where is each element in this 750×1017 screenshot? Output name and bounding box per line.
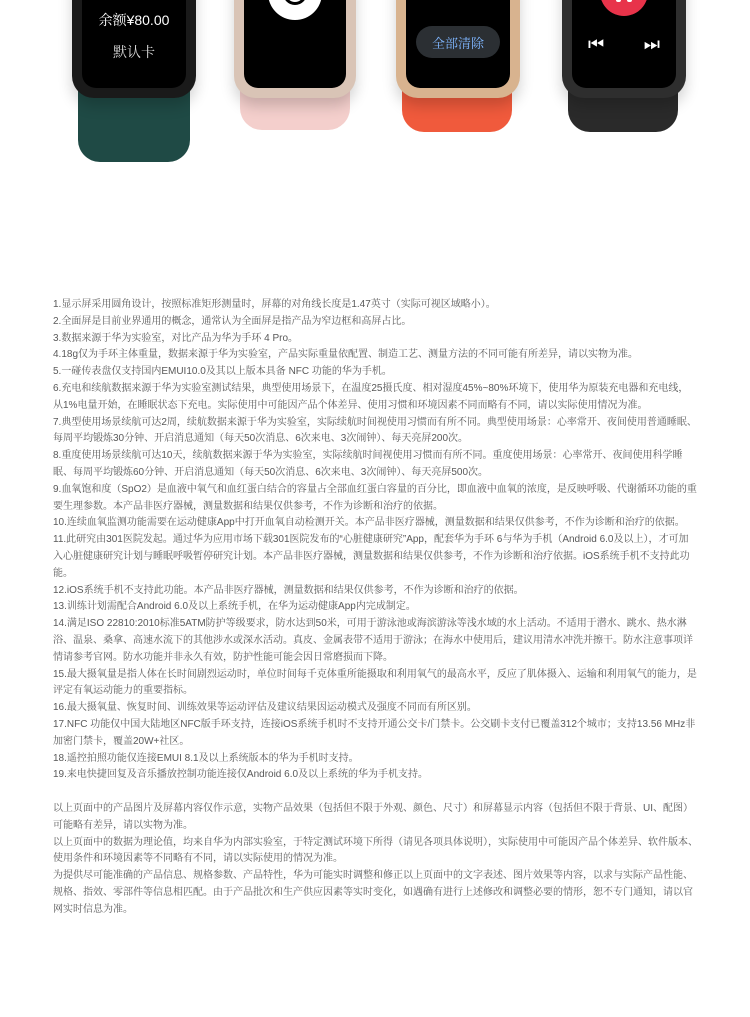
- next-track-icon: ⏭: [643, 34, 660, 54]
- watch-music-control: [562, 0, 686, 98]
- footnote: 16.最大摄氧量、恢复时间、训练效果等运动评估及建议结果因运动模式及强度不同而有所区别。: [53, 702, 477, 714]
- footnote: 18.遥控拍照功能仅连接EMUI 8.1及以上系统版本的华为手机时支持。: [53, 752, 359, 764]
- footnote: 8.重度使用场景续航可达10天，续航数据来源于华为实验室，实际续航时间视使用习惯而有所不同。重度使用场景：心率常开、夜间使用科学睡眠、每周平均锻炼60分钟、开启消息通知（每天50次消息、6次来电、3次闹钟）、每天亮屏500次。: [53, 450, 683, 478]
- disclaimer: 以上页面中的产品图片及屏幕内容仅作示意，实物产品效果（包括但不限于外观、颜色、尺寸）和屏幕显示内容（包括但不限于背景、UI、配图）可能略有差异，请以实物为准。: [53, 802, 693, 831]
- watch-notifications: [396, 0, 520, 98]
- watch-screen: [82, 0, 186, 88]
- watch-remote-camera: [234, 0, 356, 98]
- footnote: 2.全面屏是目前业界通用的概念，通常认为全面屏是指产品为窄边框和高屏占比。: [53, 315, 412, 327]
- footnote: 1.显示屏采用圆角设计，按照标准矩形测量时，屏幕的对角线长度是1.47英寸（实际可视区域略小）。: [53, 299, 496, 310]
- clear-all-label: 全部清除: [431, 36, 484, 51]
- clear-all-button: [416, 26, 500, 58]
- footnote: 9.血氧饱和度（SpO2）是血液中氧气和血红蛋白结合的容量占全部血红蛋白容量的百分比，即血液中血氧的浓度，是反映呼吸、代谢循环功能的重要生理参数。本产品非医疗器械，测量数据和结果仅供参考，不作为诊断和治疗的依据。: [53, 483, 697, 512]
- footnote: 17.NFC 功能仅中国大陆地区NFC版手环支持，连接iOS系统手机时不支持开通公交卡/门禁卡。公交刷卡支付已覆盖312个城市；支持13.56 MHz非加密门禁卡，覆盖20W+社区。: [53, 718, 696, 747]
- watch-screen: [572, 0, 676, 88]
- camera-shutter-icon: [268, 0, 322, 20]
- disclaimer: 以上页面中的数据为理论值，均来自华为内部实验室，于特定测试环境下所得（请见各项具体说明），实际使用中可能因产品个体差异、软件版本、使用条件和环境因素等不同略有不同，请以实际使用的情况为准。: [53, 836, 698, 865]
- watch-wallet-card: [72, 0, 196, 98]
- footnote: 13.训练计划需配合Android 6.0及以上系统手机，在华为运动健康App内完成制定。: [53, 601, 416, 613]
- watch-screen: [244, 0, 346, 88]
- footnote: 10.连续血氧监测功能需要在运动健康App中打开血氧自动检测开关。本产品非医疗器械，测量数据和结果仅供参考，不作为诊断和治疗的依据。: [53, 517, 685, 529]
- product-hero-image: [0, 0, 750, 230]
- footnote: 19.来电快捷回复及音乐播放控制功能连接仅Android 6.0及以上系统的华为手机支持。: [53, 769, 429, 781]
- previous-track-icon: ⏮: [588, 34, 605, 54]
- footnote: 14.满足ISO 22810:2010标准5ATM防护等级要求，防水达到50米，可用于游泳池或海滨游泳等浅水域的水上活动。不适用于潜水、跳水、热水淋浴、温泉、桑拿、高速水流下的其他涉水或深水活动。真皮、金属表带不适用于游泳；在海水中使用后，建议用清水冲洗并擦干。防水注意事项详情请参考官网。防水功能并非永久有效，防护性能可能会因日常磨损而下降。: [53, 618, 693, 663]
- footnote: 15.最大摄氧量是指人体在长时间剧烈运动时，单位时间每千克体重所能摄取和利用氧气的最高水平，反应了肌体摄入、运输和利用氧气的能力，是评定有氧运动能力的重要指标。: [53, 668, 697, 697]
- pause-icon: [600, 0, 648, 16]
- footnote: 12.iOS系统手机不支持此功能。本产品非医疗器械，测量数据和结果仅供参考，不作为诊断和治疗的依据。: [53, 584, 524, 596]
- footnote: 7.典型使用场景续航可达2周，续航数据来源于华为实验室，实际续航时间视使用习惯而有所不同。典型使用场景：心率常开、夜间使用普通睡眠、每周平均锻炼30分钟、开启消息通知（每天50次消息、6次来电、3次闹钟）、每天亮屏200次。: [53, 416, 697, 445]
- footnotes: [53, 297, 698, 918]
- footnote: 4.18g仅为手环主体重量，数据来源于华为实验室，产品实际重量依配置、制造工艺、测量方法的不同可能有所差异，请以实物为准。: [53, 349, 639, 361]
- footnote: 11.此研究由301医院发起。通过华为应用市场下载301医院发布的“心脏健康研究”App，配套华为手环 6与华为手机（Android 6.0及以上），才可加入心脏健康研究计划与睡眠呼吸暂停研究计划。本产品非医疗器械，测量数据和结果仅供参考，不作为诊断和治疗依据。iOS系统手机不支持此功能。: [53, 534, 690, 579]
- disclaimer: 为提供尽可能准确的产品信息、规格参数、产品特性，华为可能实时调整和修正以上页面中的文字表述、图片效果等内容，以求与实际产品性能、规格、指效、零部件等信息相匹配。由于产品批次和生产供应因素等实时变化，如遇确有进行上述修改和调整必要的情形，恕不专门通知，请以官网实时信息为准。: [53, 870, 693, 915]
- footnote: 6.充电和续航数据来源于华为实验室测试结果，典型使用场景下，在温度25摄氏度、相对湿度45%~80%环境下，使用华为原装充电器和充电线，从1%电量开始，在睡眠状态下充电。实际使用中可能因产品个体差异、使用习惯和环境因素不同而略有不同，请以实际使用情况为准。: [53, 382, 689, 411]
- watch-screen: [406, 0, 510, 88]
- default-card-label: 默认卡: [113, 44, 155, 60]
- footnote: 5.一碰传表盘仅支持国内EMUI10.0及其以上版本具备 NFC 功能的华为手机。: [53, 366, 392, 378]
- footnote: 3.数据来源于华为实验室，对比产品为华为手环 4 Pro。: [53, 332, 299, 344]
- card-balance: 余额¥80.00: [98, 12, 170, 28]
